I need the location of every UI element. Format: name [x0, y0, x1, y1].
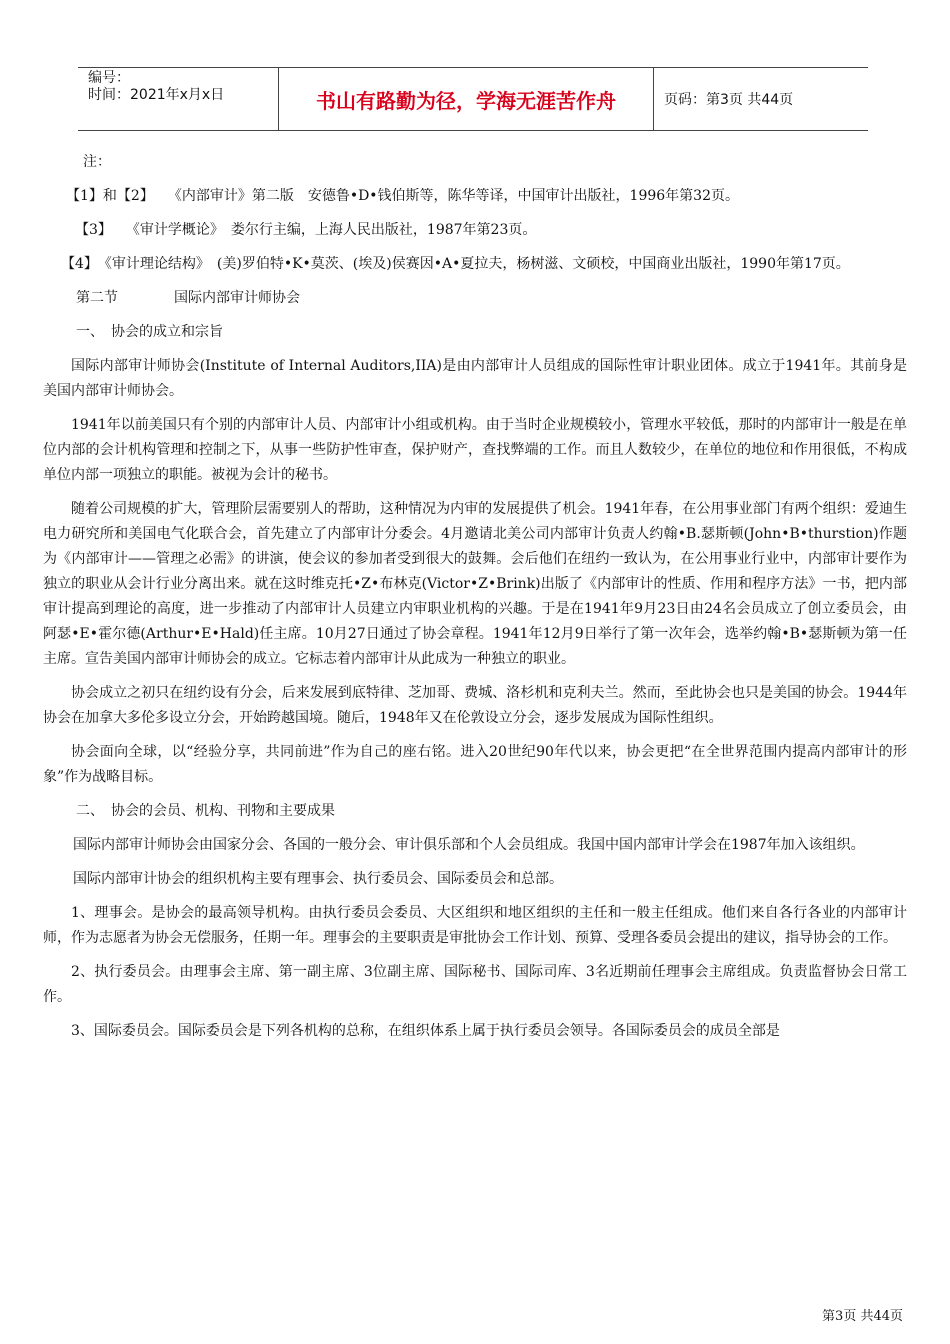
page-footer: 第3页 共44页	[822, 1309, 903, 1324]
paragraph: 协会成立之初只在纽约设有分会，后来发展到底特律、芝加哥、费城、洛杉机和克利夫兰。然而，至此协会也只是美国的协会。1944年协会在加拿大多伦多设立分会，开始跨越国境。随后，1948年又在伦敦设立分会，逐步发展成为国际性组织。	[43, 685, 907, 726]
paragraph: 1、理事会。是协会的最高领导机构。由执行委员会委员、大区组织和地区组织的主任和一般主任组成。他们来自各行各业的内部审计师，作为志愿者为协会无偿服务，任期一年。理事会的主要职责是审批协会工作计划、预算、受理各委员会提出的建议，指导协会的工作。	[43, 905, 907, 946]
subsection-heading-1: 一、 协会的成立和宗旨	[76, 324, 223, 340]
code-label: 编号：	[88, 70, 130, 86]
header-meta	[78, 68, 279, 130]
note-heading: 注：	[83, 154, 111, 170]
paragraph: 1941年以前美国只有个别的内部审计人员、内部审计小组或机构。由于当时企业规模较小，管理水平较低，那时的内部审计一般是在单位内部的会计机构管理和控制之下，从事一些防护性审查，保护财产，查找弊端的工作。而且人数较少，在单位的地位和作用很低，不构成单位内部一项独立的职能。被视为会计的秘书。	[43, 417, 907, 483]
footnote-4: 【4】 《审计理论结构》 (美)罗伯特•K•莫茨、(埃及)侯赛因•A•夏拉夫，杨树滋、文硕校，中国商业出版社，1990年第17页。	[61, 256, 850, 272]
paragraph: 2、执行委员会。由理事会主席、第一副主席、3位副主席、国际秘书、国际司库、3名近期前任理事会主席组成。负责监督协会日常工作。	[43, 964, 907, 1005]
subsection-heading-2: 二、 协会的会员、机构、刊物和主要成果	[76, 803, 335, 819]
paragraph: 3、国际委员会。国际委员会是下列各机构的总称，在组织体系上属于执行委员会领导。各国际委员会的成员全部是	[71, 1023, 780, 1039]
paragraph: 随着公司规模的扩大，管理阶层需要别人的帮助，这种情况为内审的发展提供了机会。1941年春，在公用事业部门有两个组织：爱迪生电力研究所和美国电气化联合会，首先建立了内部审计分委会。4月邀请北美公司内部审计负责人约翰•B.瑟斯顿(John•B•thurstion)作题为《内部审计——管理之必需》的讲演，使会议的参加者受到很大的鼓舞。会后他们在纽约一致认为，在公用事业行业中，内部审计要作为独立的职业从会计行业分离出来。就在这时维克托•Z•布林克(Victor•Z•Brink)出版了《内部审计的性质、作用和程序方法》一书，把内部审计提高到理论的高度，进一步推动了内部审计人员建立内审职业机构的兴趣。于是在1941年9月23日由24名会员成立了创立委员会，由阿瑟•E•霍尔德(Arthur•E•Hald)任主席。10月27日通过了协会章程。1941年12月9日举行了第一次年会，选举约翰•B•瑟斯顿为第一任主席。宣告美国内部审计师协会的成立。它标志着内部审计从此成为一种独立的职业。	[43, 501, 907, 667]
footnote-1-2: 【1】和【2】 《内部审计》第二版 安德鲁•D•钱伯斯等，陈华等译，中国审计出版社，1996年第32页。	[66, 188, 739, 204]
section-heading: 第二节 国际内部审计师协会	[76, 290, 300, 306]
paragraph: 国际内部审计协会的组织机构主要有理事会、执行委员会、国际委员会和总部。	[73, 871, 563, 887]
motto: 书山有路勤为径，学海无涯苦作舟	[279, 68, 654, 130]
paragraph: 国际内部审计师协会由国家分会、各国的一般分会、审计俱乐部和个人会员组成。我国中国内部审计学会在1987年加入该组织。	[73, 837, 865, 853]
page-header	[78, 67, 868, 131]
paragraph: 协会面向全球，以“经验分享，共同前进”作为自己的座右铭。进入20世纪90年代以来，协会更把“在全世界范围内提高内部审计的形象”作为战略目标。	[43, 744, 907, 785]
footnote-3: 【3】 《审计学概论》 娄尔行主编，上海人民出版社，1987年第23页。	[75, 222, 537, 238]
document-body	[43, 150, 907, 1053]
paragraph: 国际内部审计师协会(Institute of Internal Auditors,IIA)是由内部审计人员组成的国际性审计职业团体。成立于1941年。其前身是美国内部审计师协会。	[43, 358, 907, 399]
page-label: 页码：第3页 共44页	[664, 92, 794, 108]
date-label: 时间：2021年x月x日	[88, 87, 225, 103]
